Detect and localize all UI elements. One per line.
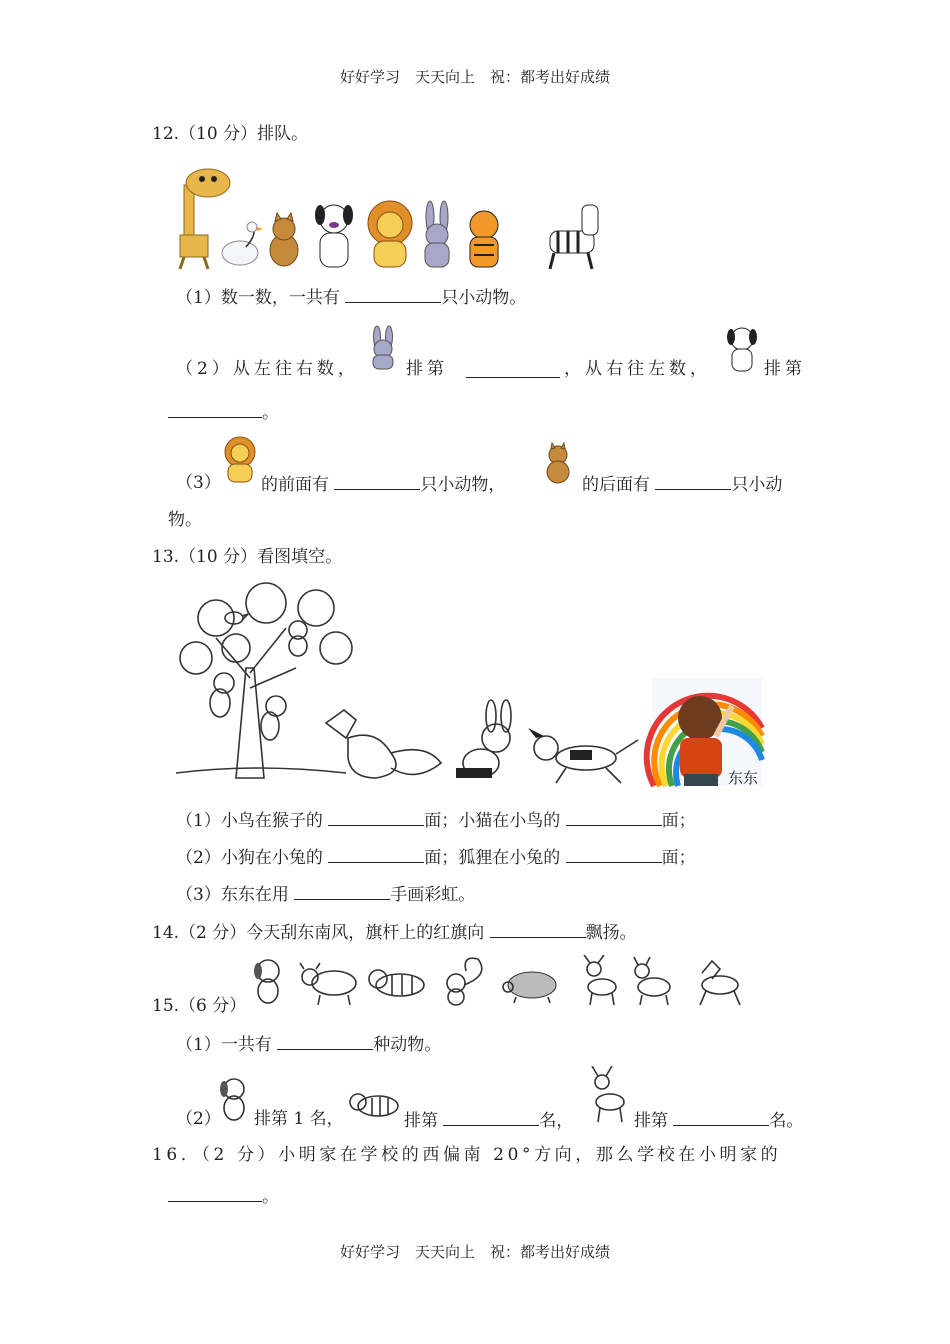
monkey-icon	[210, 673, 234, 717]
q12-part2	[176, 358, 359, 380]
q13-part1	[176, 808, 696, 832]
horse-icon	[700, 961, 740, 1005]
dog-icon	[528, 728, 638, 783]
q14-text: 14.（2 分）今天刮东南风，旗杆上的红旗向	[152, 923, 485, 943]
q12-part2c	[564, 358, 711, 380]
q15-p1-text: （1）一共有	[176, 1035, 272, 1055]
q13-p3-blank[interactable]	[294, 882, 390, 900]
cat-climbing-icon	[261, 696, 286, 740]
cat-icon	[270, 213, 298, 266]
rabbit-icon	[456, 700, 511, 778]
dog-icon	[724, 325, 760, 373]
q15-p2-text: （2）	[176, 1109, 221, 1129]
q13-p1-text-2: 面；小猫在小鸟的	[424, 811, 561, 831]
cat-icon	[540, 442, 576, 484]
turtle-icon	[503, 972, 556, 1003]
q12-part2d	[764, 358, 806, 380]
dog-icon	[315, 205, 353, 267]
q15-p2-rank: 排第	[404, 1111, 438, 1131]
q12-animal-lineup	[172, 155, 612, 273]
puppy-icon	[254, 960, 279, 1003]
q15-p2-blank-1[interactable]	[443, 1108, 539, 1126]
q12-p2-text-2: ，从右往左数，	[564, 359, 711, 379]
q12-p2-blank-1[interactable]	[466, 360, 560, 378]
page-header: 好好学习 天天向上 祝：都考出好成绩	[339, 68, 610, 86]
q12-p1-tail: 只小动物。	[441, 288, 527, 308]
q14	[152, 920, 637, 944]
q13-part2	[176, 845, 696, 869]
q12-part1	[176, 285, 526, 309]
q12-p3-count: 只小动物，	[420, 475, 506, 495]
q12-part2-line2	[168, 400, 279, 424]
q13-part3	[176, 882, 475, 906]
tiger-icon	[470, 211, 498, 267]
q15-title: 15.（6 分）	[152, 996, 247, 1016]
q13-p1-end: 面；	[661, 811, 696, 831]
cat-icon	[289, 621, 307, 656]
q12-p1-blank[interactable]	[345, 285, 441, 303]
q12-p3-tail: 只小动	[731, 475, 783, 495]
lion-icon	[222, 436, 258, 484]
q14-end: 飘扬。	[585, 923, 637, 943]
q15-part2b: 排第 1 名，	[254, 1109, 344, 1129]
q12-p3-back: 的后面有	[582, 475, 650, 495]
q13-p3-end: 手画彩虹。	[390, 885, 476, 905]
squirrel-icon	[447, 958, 482, 1005]
q12-p2-rank-2: 排第	[764, 359, 806, 379]
q12-p3-blank-1[interactable]	[334, 472, 420, 490]
q16-line2	[168, 1184, 279, 1208]
ox-icon	[300, 963, 356, 1005]
q15-p1-blank[interactable]	[277, 1032, 373, 1050]
bird-icon	[225, 612, 248, 624]
q12-p2-text: （2）从左往右数，	[176, 359, 359, 379]
tree-icon	[180, 583, 352, 778]
q13-p1-blank-2[interactable]	[566, 808, 662, 826]
rabbit-icon	[425, 201, 449, 267]
q12-p3-front: 的前面有	[261, 475, 329, 495]
q13-p2-blank-2[interactable]	[566, 845, 662, 863]
q15-part2d	[634, 1108, 803, 1132]
q12-p3-blank-2[interactable]	[655, 472, 731, 490]
q12-part3-line2: 物。	[168, 510, 202, 530]
fox-icon	[326, 710, 441, 778]
q16-blank[interactable]	[168, 1184, 262, 1202]
q14-blank[interactable]	[490, 920, 586, 938]
q12-p2-blank-2[interactable]	[168, 400, 262, 418]
deer-icon	[584, 955, 616, 1005]
q13-p2-end: 面；	[661, 848, 696, 868]
rabbit-icon	[365, 325, 401, 371]
q15-p2-blank-2[interactable]	[673, 1108, 769, 1126]
q13-p3-text: （3）东东在用	[176, 885, 289, 905]
q15-part2c	[404, 1108, 573, 1132]
q12-p1-text: （1）数一数，一共有	[176, 288, 340, 308]
q12-part3b	[261, 472, 505, 496]
q13-p1-text: （1）小鸟在猴子的	[176, 811, 323, 831]
q12-p2-rank: 排第	[406, 359, 448, 379]
dongdong-label: 东东	[728, 769, 759, 787]
goat-icon	[634, 957, 670, 1005]
page-footer: 好好学习 天天向上 祝：都考出好成绩	[339, 1243, 610, 1261]
puppy-icon	[216, 1076, 252, 1122]
q12-part3c	[582, 472, 782, 496]
q12-part3	[176, 472, 221, 494]
q12-p2-end: 。	[262, 403, 279, 423]
zebra-icon	[550, 205, 598, 269]
q16: 16．（2 分）小明家在学校的西偏南 20°方向，那么学校在小明家的	[152, 1145, 782, 1165]
q15-p2-rank-2: 排第	[634, 1111, 668, 1131]
q13-p2-blank-1[interactable]	[328, 845, 424, 863]
q13-p2-text: （2）小狗在小兔的	[176, 848, 323, 868]
q12-p3-text: （3）	[176, 473, 221, 493]
lion-icon	[368, 201, 412, 267]
q16-end: 。	[262, 1187, 279, 1207]
tiger-icon	[369, 970, 424, 996]
q15-animal-row	[250, 955, 746, 1007]
q15-part1	[176, 1032, 441, 1056]
tiger-icon	[346, 1088, 402, 1122]
q15-p2-unit: 名，	[539, 1111, 574, 1131]
swan-icon	[222, 222, 263, 265]
q13-p1-blank-1[interactable]	[328, 808, 424, 826]
q15-p2-end: 名。	[769, 1111, 804, 1131]
q15-p1-end: 种动物。	[373, 1035, 442, 1055]
q13-scene-illustration	[176, 578, 768, 790]
q13-title: 13.（10 分）看图填空。	[152, 547, 343, 567]
q13-p2-text-2: 面；狐狸在小兔的	[424, 848, 561, 868]
q15-part2	[176, 1108, 221, 1130]
q12-title: 12.（10 分）排队。	[152, 124, 309, 144]
deer-icon	[586, 1066, 630, 1124]
q12-part2b	[406, 358, 448, 380]
